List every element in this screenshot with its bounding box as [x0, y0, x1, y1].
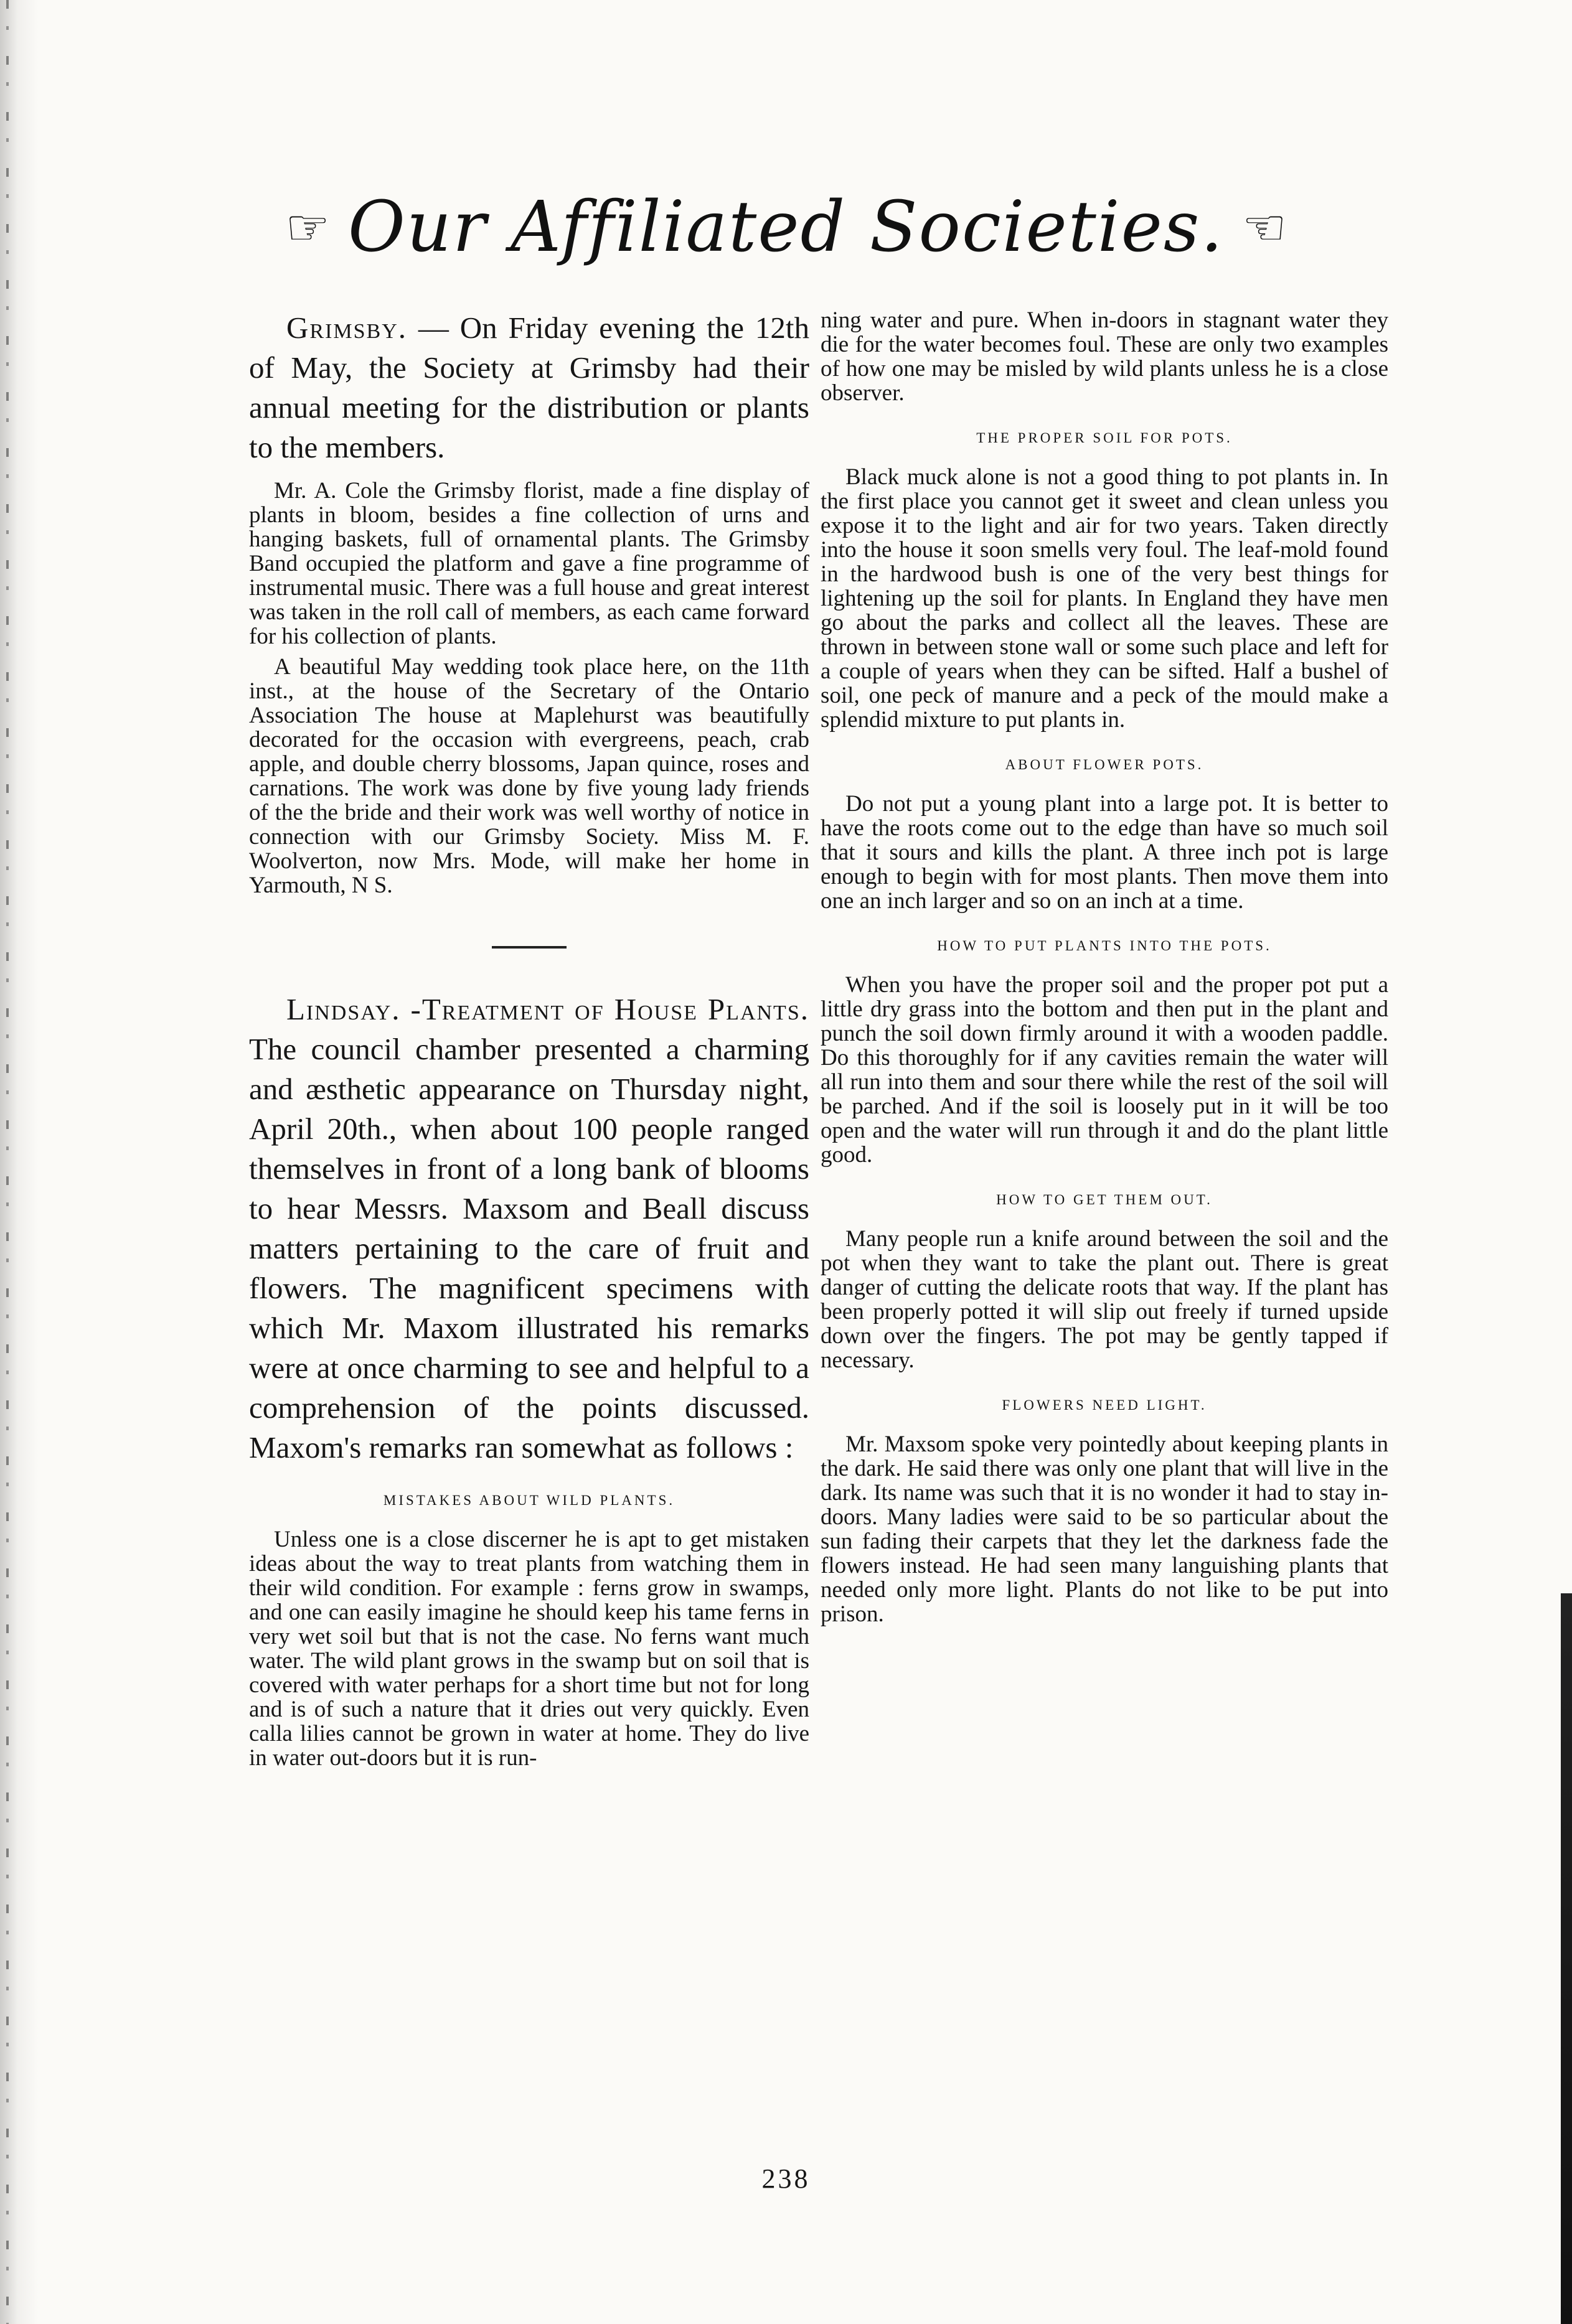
getting-out-heading: HOW TO GET THEM OUT. [996, 1192, 1213, 1207]
pointing-hand-left-icon: ☜ [1242, 198, 1287, 256]
grimsby-paragraph-1: Mr. A. Cole the Grimsby florist, made a fine display of plants in bloom, besides a fine collection of urns and hanging baskets, full of ornamental plants. The Grimsby Band occupied the platform and gave a fine programme of instrumental music. There was a full house and great interest was taken in the roll call of members, as each came forward for his collection of plants. [249, 478, 809, 649]
wild-plants-paragraph: Unless one is a close discerner he is apt to get mistaken ideas about the way to treat plants from watching them in their wild condition. For example : ferns grow in swamps, and one can easily imagine he should keep his tame ferns in very wet soil but that is not the case. No ferns want much water. The wild plant grows in the swamp but on soil that is covered with water perhaps for a short time but not for long and is of such a nature that it dries out very quickly. Even calla lilies cannot be grown in water at home. They do live in water out-doors but it is run- [249, 1527, 809, 1771]
page-header [0, 187, 1572, 299]
wild-plants-heading: MISTAKES ABOUT WILD PLANTS. [383, 1492, 675, 1508]
flower-pots-heading: ABOUT FLOWER POTS. [1005, 757, 1204, 772]
putting-plants-heading: HOW TO PUT PLANTS INTO THE POTS. [937, 938, 1272, 953]
soil-heading: THE PROPER SOIL FOR POTS. [976, 430, 1233, 446]
flowers-light-heading: FLOWERS NEED LIGHT. [1002, 1397, 1207, 1413]
page-edge-shadow [0, 0, 39, 2324]
lindsay-lead-text: The council chamber presented a charming and æsthetic appearance on Thursday night, April 20th., when about 100 people ranged themselves in front of a long bank of blooms to hear Messrs. Maxsom and Beall discuss matters pertaining to the care of fruit and flowers. The magnificent specimens with which Mr. Maxom illustrated his remarks were at once charming to see and helpful to a comprehension of the points discussed. Maxom's remarks ran somewhat as follows : [249, 1032, 809, 1464]
getting-out-paragraph: Many people run a knife around between the soil and the pot when they want to take the plant out. There is great danger of cutting the delicate roots that way. If the plant has been properly potted it will slip out freely if turned upside down over the fingers. The pot may be gently tapped if necessary. [821, 1226, 1388, 1373]
wild-plants-continuation: ning water and pure. When in-doors in stagnant water they die for the water becomes foul. These are only two examples of how one may be misled by wild plants unless he is a close observer. [821, 307, 1388, 406]
lindsay-heading: Lindsay. -Treatment of House Plants. [286, 992, 809, 1026]
page-edge-right [1561, 1593, 1572, 2324]
section-divider [492, 946, 567, 949]
flowers-light-paragraph: Mr. Maxsom spoke very pointedly about keeping plants in the dark. He said there was only one plant that will live in the dark. Its name was such that it is no wonder it had to stay in-doors. Many ladies were said to be so particular about the sun fading their carpets that they let the darkness fade the flowers instead. He had seen many languishing plants that needed only more light. Plants do not like to be put into prison. [821, 1431, 1388, 1627]
lindsay-lead-paragraph [249, 990, 809, 1468]
putting-plants-paragraph: When you have the proper soil and the proper pot put a little dry grass into the bottom and then put in the plant and punch the soil down firmly around it with a wooden paddle. Do this thoroughly for if any cavities remain the water will all run into them and sour there while the rest of the soil will be parched. And if the soil is loosely put in it will be too open and the water will run through it and do the plant little good. [821, 972, 1388, 1168]
pointing-hand-right-icon: ☞ [285, 198, 330, 256]
page-number: 238 [761, 2163, 811, 2194]
grimsby-lead-text: On Friday evening the 12th of May, the Society at Grimsby had their annual meeting for the distribution or plants to the members. [249, 311, 810, 464]
right-column [821, 308, 1388, 1633]
grimsby-lead-paragraph: Grimsby. — On Friday evening the 12th of May, the Society at Grimsby had their annual meeting for the distribution or plants to the members. [249, 311, 810, 464]
grimsby-paragraph-2: A beautiful May wedding took place here, on the 11th inst., at the house of the Secretary of the Ontario Association The house at Maplehurst was beautifully decorated for the occasion with evergreens, peach, crab apple, and double cherry blossoms, Japan quince, roses and carnations. The work was done by five young lady friends of the the bride and their work was well worthy of notice in connection with our Grimsby Society. Miss M. F. Woolverton, now Mrs. Mode, will make her home in Yarmouth, N S. [249, 654, 809, 898]
grimsby-heading: Grimsby. [286, 311, 408, 345]
page-title: Our Affiliated Societies. [348, 187, 1224, 268]
soil-paragraph: Black muck alone is not a good thing to pot plants in. In the first place you cannot get it sweet and clean unless you expose it to the light and air for two years. Taken directly into the house it soon smells very foul. The leaf-mold found in the hardwood bush is one of the very best things for lightening up the soil for plants. In England they have men go about the parks and collect all the leaves. These are thrown in between stone wall or some such place and left for a couple of years when they can be sifted. Half a bushel of soil, one peck of manure and a peck of the mould make a splendid mixture to put plants in. [821, 464, 1388, 733]
flower-pots-paragraph: Do not put a young plant into a large pot. It is better to have the roots come out to the edge than have so much soil that it sours and kills the plant. A three inch pot is large enough to begin with for most plants. Then move them into one an inch larger and so on an inch at a time. [821, 791, 1388, 914]
left-column [249, 308, 809, 1776]
